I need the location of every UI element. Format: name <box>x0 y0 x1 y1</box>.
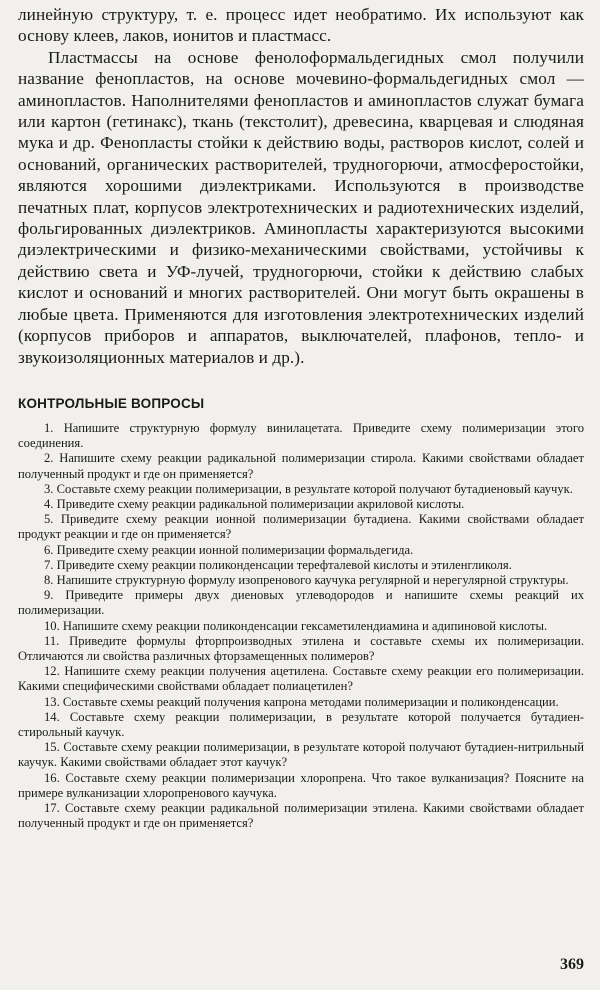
question-item: 10. Напишите схему реакции поликонденсации гексаметилендиамина и адипиновой кислоты. <box>44 618 548 633</box>
section-heading: КОНТРОЛЬНЫЕ ВОПРОСЫ <box>18 395 205 411</box>
question-item: 2. Напишите схему реакции радикальной полимеризации стирола. Какими свойствами обладает полученный продукт и где он применяется? <box>18 451 584 481</box>
question-item: 14. Составьте схему реакции полимеризации, в результате которой получается бутадиен-стирольный каучук. <box>18 709 584 739</box>
question-item: 16. Составьте схему реакции полимеризации хлоропрена. Что такое вулканизация? Поясните на примере вулканизации хлоропренового каучука. <box>18 770 584 800</box>
question-item: 13. Составьте схемы реакций получения капрона методами полимеризации и поликонденсации. <box>44 694 559 709</box>
questions-list <box>18 421 584 831</box>
page-number: 369 <box>560 956 584 973</box>
body-paragraph: Пластмассы на основе фенолоформальдегидных смол получили название фенопластов, на основе мочевино-формальдегидных смол — аминопластов. Наполнителями фенопластов и аминопластов служат бумага или картон (гетинакс), ткань (текстолит), древесина, кварцевая и слюдяная мука и др. Фенопласты стойки к действию воды, растворов кислот, солей и оснований, органических растворителей, трудногорючи, атмосферостойки, являются хорошими диэлектриками. Используются в производстве печатных плат, корпусов электротехнических и радиотехнических изделий, фольгированных диэлектриков. Аминопласты характеризуются высокими диэлектрическими и физико-механическими свойствами, устойчивы к действию света и УФ-лучей, трудногорючи, стойки к действию слабых кислот и оснований и многих растворителей. Они могут быть окрашены в любые цвета. Применяются для изготовления электротехнических изделий (корпусов приборов и аппаратов, выключателей, плафонов, тепло- и звукоизоляционных материалов и др.). <box>18 47 584 367</box>
page-content <box>18 4 584 831</box>
question-item: 12. Напишите схему реакции получения ацетилена. Составьте схему реакции его полимеризации. Какими специфическими свойствами обладает полиацетилен? <box>18 664 584 694</box>
question-item: 4. Приведите схему реакции радикальной полимеризации акриловой кислоты. <box>44 496 465 511</box>
question-item: 5. Приведите схему реакции ионной полимеризации бутадиена. Какими свойствами обладает продукт реакции и где он применяется? <box>18 512 584 542</box>
question-item: 7. Приведите схему реакции поликонденсации терефталевой кислоты и этиленгликоля. <box>44 557 512 572</box>
question-item: 11. Приведите формулы фторпроизводных этилена и составьте схемы их полимеризации. Отличаются ли свойства различных фторзамещенных полимеров? <box>18 633 584 663</box>
question-item: 6. Приведите схему реакции ионной полимеризации формальдегида. <box>44 542 414 557</box>
question-item: 1. Напишите структурную формулу винилацетата. Приведите схему полимеризации этого соединения. <box>18 420 584 451</box>
body-paragraph: линейную структуру, т. е. процесс идет необратимо. Их используют как основу клеев, лаков, ионитов и пластмасс. <box>18 5 584 46</box>
question-item: 8. Напишите структурную формулу изопренового каучука регулярной и нерегулярной структуры. <box>44 572 569 587</box>
question-item: 3. Составьте схему реакции полимеризации, в результате которой получают бутадиеновый каучук. <box>44 481 573 496</box>
question-item: 17. Составьте схему реакции радикальной полимеризации этилена. Какими свойствами обладает полученный продукт и где он применяется? <box>18 800 584 831</box>
question-item: 15. Составьте схему реакции полимеризации, в результате которой получают бутадиен-нитрильный каучук. Какими свойствами обладает этот каучук? <box>18 740 584 770</box>
question-item: 9. Приведите примеры двух диеновых углеводородов и напишите схемы реакций их полимеризации. <box>18 588 584 618</box>
